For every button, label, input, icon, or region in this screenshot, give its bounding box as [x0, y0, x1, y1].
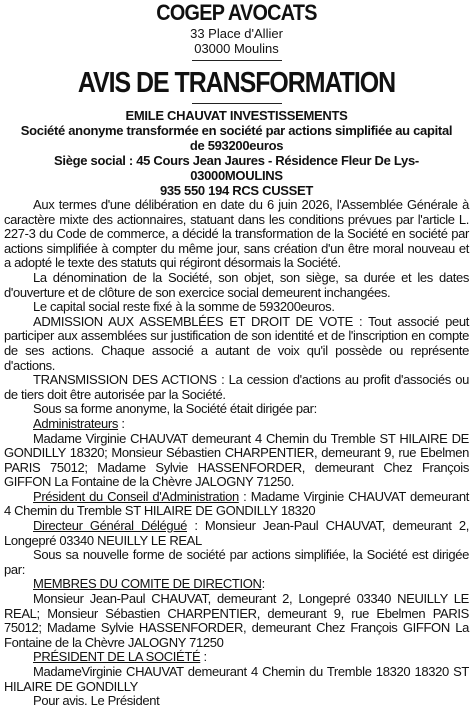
notice-body: [4, 198, 469, 709]
paragraph-transmission: TRANSMISSION DES ACTIONS : La cession d'actions au profit d'associés ou de tiers doit être autorisée par la Société.: [4, 372, 469, 402]
registered-office-line2: 03000MOULINS: [190, 168, 283, 183]
company-form-line2: de 593200euros: [189, 138, 284, 153]
deputy-ceo-text: : Monsieur Jean-Paul CHAUVAT, demeurant 2, Longepré 03340 NEUILLY LE REAL: [4, 518, 469, 548]
paragraph-capital: Le capital social reste fixé à la somme de 593200euros.: [33, 299, 335, 315]
paragraph-admission: ADMISSION AUX ASSEMBLÉES ET DROIT DE VOTE : Tout associé peut participer aux assemblées sur justification de son identité et de l'inscription en compte de ses actions. Chaque associé a autant de voix qu'il possède ou représente d'actions.: [4, 313, 469, 373]
sas-president-heading: PRÉSIDENT DE LA SOCIÉTÉ: [33, 649, 201, 665]
firm-address-line1: 33 Place d'Allier: [190, 26, 283, 41]
closing-signature: Pour avis. Le Président: [33, 693, 160, 709]
notice-headline: AVIS DE TRANSFORMATION: [77, 67, 396, 99]
deputy-ceo-line: [4, 519, 469, 548]
registered-office-line1: Siège social : 45 Cours Jean Jaures - Résidence Fleur De Lys-: [54, 153, 419, 168]
board-president-text: : Madame Virginie CHAUVAT demeurant 4 Chemin du Tremble ST HILAIRE DE GONDILLY 18320: [4, 488, 469, 519]
board-president-line: [4, 490, 469, 519]
committee-members-list: Monsieur Jean-Paul CHAUVAT, demeurant 2, Longepré 03340 NEUILLY LE REAL; Monsieur Sébastien CHARPENTIER, demeurant 9, rue Ebelmen PARIS 75012; Madame Sylvie HASSENFORDER, demeurant Chez François GIFFON La Fontaine de la Chèvre JALOGNY 71250: [4, 591, 469, 650]
firm-address-line2: 03000 Moulins: [194, 41, 279, 56]
paragraph-denomination: La dénomination de la Société, son objet, son siège, sa durée et les dates d'ouverture et de clôture de son exercice social demeurent inchangées.: [4, 269, 469, 300]
committee-colon: :: [261, 576, 265, 592]
paragraph-new-management: Sous sa nouvelle forme de société par actions simplifiée, la Société est dirigée par:: [4, 547, 469, 577]
company-form-line1: Société anonyme transformée en société par actions simplifiée au capital: [20, 123, 453, 138]
deputy-ceo-heading: Directeur Général Délégué: [33, 518, 188, 534]
company-name: EMILE CHAUVAT INVESTISSEMENTS: [125, 108, 348, 123]
committee-heading: MEMBRES DU COMITE DE DIRECTION: [33, 576, 262, 592]
administrators-colon: :: [118, 415, 125, 431]
administrators-heading-line: [4, 417, 469, 432]
divider: [192, 60, 282, 61]
sas-president-colon: :: [200, 649, 207, 665]
committee-heading-line: [4, 577, 469, 592]
board-president-heading: Président du Conseil d'Administration: [33, 488, 239, 504]
paragraph-deliberation: Aux termes d'une délibération en date du 6 juin 2026, l'Assemblée Générale à caractère mixte des actionnaires, statuant dans les conditions prévues par l'article L. 227-3 du Code de commerce, a décidé la transformation de la Société en société par actions simplifiée à compter du même jour, sans création d'un être moral nouveau et a adopté le texte des statuts qui régiront désormais la Société.: [4, 197, 469, 271]
administrators-list: Madame Virginie CHAUVAT demeurant 4 Chemin du Tremble ST HILAIRE DE GONDILLY 18320; Monsieur Sébastien CHARPENTIER, demeurant 9, rue Ebelmen PARIS 75012; Madame Sylvie HASSENFORDER, demeurant Chez François GIFFON La Fontaine de la Chèvre JALOGNY 71250.: [4, 430, 469, 490]
rcs-number: 935 550 194 RCS CUSSET: [159, 183, 314, 198]
sas-president-heading-line: [4, 650, 469, 665]
firm-name: COGEP AVOCATS: [156, 0, 317, 25]
paragraph-former-management: Sous sa forme anonyme, la Société était dirigée par:: [33, 401, 317, 417]
administrators-heading: Administrateurs: [33, 415, 119, 431]
sas-president-text: MadameVirginie CHAUVAT demeurant 4 Chemin du Tremble 18320 18320 ST HILAIRE DE GONDILLY: [4, 664, 469, 694]
divider: [192, 103, 282, 104]
